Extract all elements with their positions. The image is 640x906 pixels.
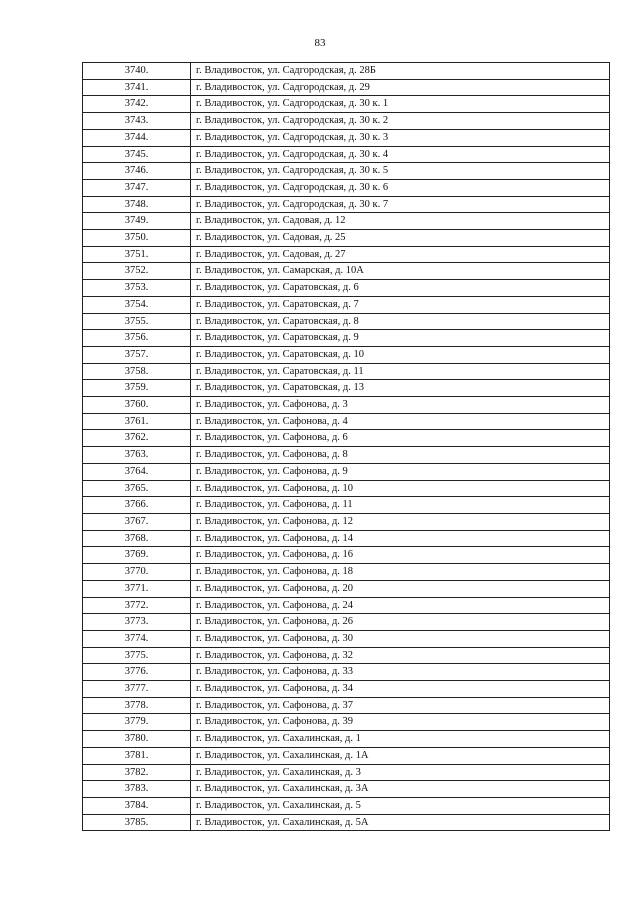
row-number: 3768. — [83, 530, 191, 547]
row-address: г. Владивосток, ул. Саратовская, д. 10 — [191, 346, 610, 363]
table-row — [83, 797, 610, 814]
row-number: 3746. — [83, 163, 191, 180]
row-number: 3779. — [83, 714, 191, 731]
table-row — [83, 263, 610, 280]
row-number: 3782. — [83, 764, 191, 781]
row-address: г. Владивосток, ул. Садгородская, д. 30 к. 3 — [191, 129, 610, 146]
table-row — [83, 330, 610, 347]
row-address: г. Владивосток, ул. Сафонова, д. 11 — [191, 497, 610, 514]
table-row — [83, 664, 610, 681]
row-number: 3744. — [83, 129, 191, 146]
row-number: 3776. — [83, 664, 191, 681]
table-row — [83, 196, 610, 213]
row-address: г. Владивосток, ул. Сафонова, д. 14 — [191, 530, 610, 547]
row-number: 3754. — [83, 296, 191, 313]
row-address: г. Владивосток, ул. Сафонова, д. 18 — [191, 564, 610, 581]
table-row — [83, 580, 610, 597]
table-row — [83, 547, 610, 564]
table-row — [83, 179, 610, 196]
row-number: 3764. — [83, 463, 191, 480]
table-row — [83, 96, 610, 113]
row-number: 3759. — [83, 380, 191, 397]
row-address: г. Владивосток, ул. Садгородская, д. 30 к. 7 — [191, 196, 610, 213]
row-address: г. Владивосток, ул. Садовая, д. 25 — [191, 230, 610, 247]
row-number: 3777. — [83, 681, 191, 698]
table-row — [83, 213, 610, 230]
row-number: 3781. — [83, 747, 191, 764]
table-row — [83, 363, 610, 380]
table-row — [83, 113, 610, 130]
row-number: 3762. — [83, 430, 191, 447]
row-address: г. Владивосток, ул. Садовая, д. 12 — [191, 213, 610, 230]
row-number: 3760. — [83, 397, 191, 414]
table-row — [83, 647, 610, 664]
row-address: г. Владивосток, ул. Сафонова, д. 6 — [191, 430, 610, 447]
table-row — [83, 380, 610, 397]
table-row — [83, 681, 610, 698]
table-row — [83, 714, 610, 731]
row-address: г. Владивосток, ул. Сафонова, д. 9 — [191, 463, 610, 480]
row-number: 3784. — [83, 797, 191, 814]
row-number: 3753. — [83, 280, 191, 297]
table-row — [83, 413, 610, 430]
row-number: 3752. — [83, 263, 191, 280]
row-address: г. Владивосток, ул. Садгородская, д. 30 к. 5 — [191, 163, 610, 180]
row-number: 3766. — [83, 497, 191, 514]
row-number: 3743. — [83, 113, 191, 130]
table-row — [83, 597, 610, 614]
row-address: г. Владивосток, ул. Сафонова, д. 16 — [191, 547, 610, 564]
table-row — [83, 614, 610, 631]
row-number: 3745. — [83, 146, 191, 163]
table-row — [83, 764, 610, 781]
table-row — [83, 430, 610, 447]
table-row — [83, 497, 610, 514]
table-row — [83, 397, 610, 414]
row-address: г. Владивосток, ул. Сафонова, д. 4 — [191, 413, 610, 430]
table-row — [83, 530, 610, 547]
row-number: 3747. — [83, 179, 191, 196]
table-row — [83, 697, 610, 714]
table-row — [83, 296, 610, 313]
table-row — [83, 280, 610, 297]
row-number: 3771. — [83, 580, 191, 597]
table-row — [83, 129, 610, 146]
row-address: г. Владивосток, ул. Сахалинская, д. 5 — [191, 797, 610, 814]
table-row — [83, 313, 610, 330]
row-number: 3774. — [83, 630, 191, 647]
address-table — [82, 62, 610, 831]
row-address: г. Владивосток, ул. Сафонова, д. 39 — [191, 714, 610, 731]
row-number: 3773. — [83, 614, 191, 631]
row-address: г. Владивосток, ул. Сахалинская, д. 5А — [191, 814, 610, 831]
row-address: г. Владивосток, ул. Садгородская, д. 29 — [191, 79, 610, 96]
row-number: 3758. — [83, 363, 191, 380]
table-row — [83, 230, 610, 247]
table-row — [83, 163, 610, 180]
row-address: г. Владивосток, ул. Саратовская, д. 13 — [191, 380, 610, 397]
row-address: г. Владивосток, ул. Сафонова, д. 8 — [191, 447, 610, 464]
row-number: 3772. — [83, 597, 191, 614]
table-row — [83, 146, 610, 163]
row-number: 3751. — [83, 246, 191, 263]
table-row — [83, 63, 610, 80]
row-number: 3783. — [83, 781, 191, 798]
row-address: г. Владивосток, ул. Сахалинская, д. 1 — [191, 731, 610, 748]
table-row — [83, 564, 610, 581]
page-number: 83 — [314, 37, 326, 49]
row-address: г. Владивосток, ул. Сафонова, д. 10 — [191, 480, 610, 497]
row-number: 3770. — [83, 564, 191, 581]
row-number: 3749. — [83, 213, 191, 230]
row-number: 3775. — [83, 647, 191, 664]
row-address: г. Владивосток, ул. Саратовская, д. 6 — [191, 280, 610, 297]
row-address: г. Владивосток, ул. Садгородская, д. 30 к. 2 — [191, 113, 610, 130]
row-address: г. Владивосток, ул. Садгородская, д. 30 к. 1 — [191, 96, 610, 113]
table-row — [83, 814, 610, 831]
table-row — [83, 513, 610, 530]
row-number: 3778. — [83, 697, 191, 714]
table-row — [83, 731, 610, 748]
table-row — [83, 630, 610, 647]
table-row — [83, 480, 610, 497]
row-address: г. Владивосток, ул. Сафонова, д. 33 — [191, 664, 610, 681]
row-address: г. Владивосток, ул. Сафонова, д. 26 — [191, 614, 610, 631]
row-address: г. Владивосток, ул. Сафонова, д. 37 — [191, 697, 610, 714]
row-number: 3755. — [83, 313, 191, 330]
table-row — [83, 246, 610, 263]
address-table-body — [83, 63, 610, 831]
row-address: г. Владивосток, ул. Саратовская, д. 11 — [191, 363, 610, 380]
row-number: 3740. — [83, 63, 191, 80]
row-number: 3750. — [83, 230, 191, 247]
row-number: 3765. — [83, 480, 191, 497]
row-address: г. Владивосток, ул. Сафонова, д. 32 — [191, 647, 610, 664]
table-row — [83, 747, 610, 764]
row-address: г. Владивосток, ул. Садовая, д. 27 — [191, 246, 610, 263]
table-row — [83, 463, 610, 480]
row-address: г. Владивосток, ул. Садгородская, д. 28Б — [191, 63, 610, 80]
row-number: 3763. — [83, 447, 191, 464]
row-address: г. Владивосток, ул. Сафонова, д. 24 — [191, 597, 610, 614]
table-row — [83, 346, 610, 363]
row-address: г. Владивосток, ул. Сафонова, д. 12 — [191, 513, 610, 530]
row-address: г. Владивосток, ул. Сафонова, д. 34 — [191, 681, 610, 698]
row-address: г. Владивосток, ул. Самарская, д. 10А — [191, 263, 610, 280]
row-number: 3767. — [83, 513, 191, 530]
row-number: 3761. — [83, 413, 191, 430]
table-row — [83, 79, 610, 96]
row-address: г. Владивосток, ул. Сафонова, д. 3 — [191, 397, 610, 414]
row-address: г. Владивосток, ул. Сафонова, д. 30 — [191, 630, 610, 647]
row-number: 3742. — [83, 96, 191, 113]
row-address: г. Владивосток, ул. Сахалинская, д. 1А — [191, 747, 610, 764]
row-address: г. Владивосток, ул. Сахалинская, д. 3А — [191, 781, 610, 798]
row-number: 3769. — [83, 547, 191, 564]
row-address: г. Владивосток, ул. Сафонова, д. 20 — [191, 580, 610, 597]
row-address: г. Владивосток, ул. Садгородская, д. 30 к. 6 — [191, 179, 610, 196]
row-address: г. Владивосток, ул. Саратовская, д. 7 — [191, 296, 610, 313]
table-row — [83, 781, 610, 798]
row-number: 3756. — [83, 330, 191, 347]
row-number: 3780. — [83, 731, 191, 748]
row-number: 3785. — [83, 814, 191, 831]
row-address: г. Владивосток, ул. Сахалинская, д. 3 — [191, 764, 610, 781]
row-number: 3757. — [83, 346, 191, 363]
row-address: г. Владивосток, ул. Саратовская, д. 9 — [191, 330, 610, 347]
row-number: 3748. — [83, 196, 191, 213]
row-address: г. Владивосток, ул. Садгородская, д. 30 к. 4 — [191, 146, 610, 163]
row-number: 3741. — [83, 79, 191, 96]
table-row — [83, 447, 610, 464]
row-address: г. Владивосток, ул. Саратовская, д. 8 — [191, 313, 610, 330]
